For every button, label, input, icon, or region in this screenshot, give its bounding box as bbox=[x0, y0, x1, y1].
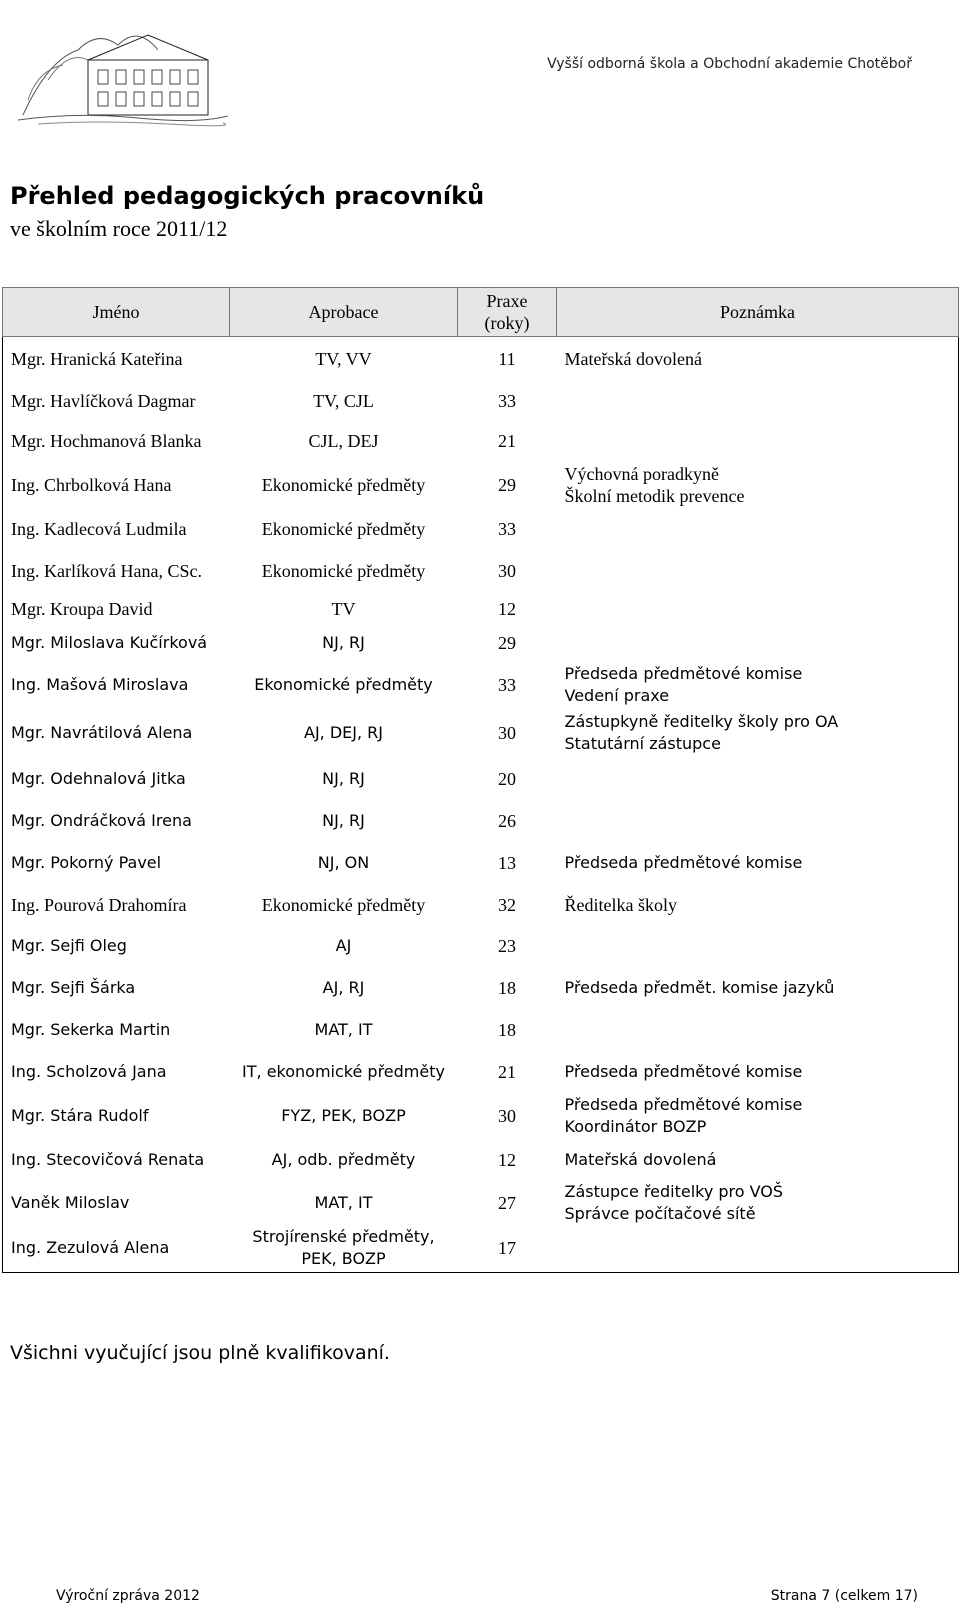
cell-praxe: 30 bbox=[498, 560, 516, 581]
school-name: Vyšší odborná škola a Obchodní akademie Chotěboř bbox=[547, 56, 912, 72]
page-subtitle: ve školním roce 2011/12 bbox=[10, 216, 228, 241]
cell-note bbox=[557, 709, 959, 757]
table-row bbox=[3, 1093, 959, 1139]
cell-praxe: 30 bbox=[498, 722, 516, 743]
cell-aprobace: AJ, DEJ, RJ bbox=[304, 722, 383, 742]
table-row bbox=[3, 1225, 959, 1273]
cell-note bbox=[557, 421, 959, 461]
cell-aprobace: Ekonomické předměty bbox=[254, 674, 433, 694]
cell-aprobace: TV bbox=[331, 598, 356, 619]
cell-aprobace: NJ, ON bbox=[317, 852, 370, 872]
cell-aprobace: AJ, odb. předměty bbox=[271, 1149, 416, 1169]
cell-name: Mgr. Sejfi Šárka bbox=[3, 967, 230, 1009]
cell-praxe: 18 bbox=[498, 1019, 516, 1040]
cell-praxe: 33 bbox=[498, 518, 516, 539]
cell-note bbox=[557, 661, 959, 709]
table-row bbox=[3, 1009, 959, 1051]
cell-aprobace: MAT, IT bbox=[314, 1192, 373, 1212]
cell-praxe: 29 bbox=[498, 632, 516, 653]
table-row bbox=[3, 967, 959, 1009]
table-row bbox=[3, 925, 959, 967]
note-line: Mateřská dovolená bbox=[564, 348, 702, 369]
col-header-praxe bbox=[458, 288, 557, 337]
table-row bbox=[3, 1051, 959, 1093]
table-row bbox=[3, 461, 959, 509]
cell-name: Ing. Pourová Drahomíra bbox=[3, 885, 230, 925]
table-header-row bbox=[3, 288, 959, 337]
cell-aprobace: CJL, DEJ bbox=[308, 430, 379, 451]
cell-name: Mgr. Miloslava Kučírková bbox=[3, 625, 230, 661]
cell-note bbox=[557, 1139, 959, 1181]
note-line: Zástupkyně ředitelky školy pro OA bbox=[564, 711, 839, 731]
note-line: Předseda předmětové komise bbox=[564, 1094, 803, 1114]
cell-name: Mgr. Ondráčková Irena bbox=[3, 801, 230, 841]
col-header-praxe-line2: (roky) bbox=[484, 313, 530, 333]
cell-aprobace: Ekonomické předměty bbox=[261, 518, 426, 539]
cell-praxe: 12 bbox=[498, 1149, 516, 1170]
cell-praxe: 21 bbox=[498, 1061, 516, 1082]
note-line: Statutární zástupce bbox=[564, 733, 721, 753]
table-row bbox=[3, 801, 959, 841]
col-header-aprobace: Aprobace bbox=[230, 288, 458, 337]
cell-name: Mgr. Navrátilová Alena bbox=[3, 709, 230, 757]
table-row bbox=[3, 509, 959, 549]
cell-praxe: 26 bbox=[498, 810, 516, 831]
cell-aprobace: IT, ekonomické předměty bbox=[242, 1061, 445, 1081]
cell-name: Mgr. Havlíčková Dagmar bbox=[3, 381, 230, 421]
cell-praxe: 20 bbox=[498, 768, 516, 789]
cell-note bbox=[557, 1093, 959, 1139]
table-row bbox=[3, 757, 959, 801]
cell-name: Ing. Kadlecová Ludmila bbox=[3, 509, 230, 549]
cell-name: Mgr. Kroupa David bbox=[3, 593, 230, 625]
cell-aprobace: MAT, IT bbox=[314, 1019, 373, 1039]
table-row bbox=[3, 549, 959, 593]
col-header-praxe-line1: Praxe bbox=[486, 291, 528, 311]
cell-aprobace: Strojírenské předměty, PEK, BOZP bbox=[230, 1225, 458, 1273]
cell-name: Mgr. Sejfi Oleg bbox=[3, 925, 230, 967]
table-row bbox=[3, 661, 959, 709]
cell-praxe: 11 bbox=[498, 348, 516, 369]
cell-aprobace: NJ, RJ bbox=[322, 632, 365, 652]
cell-note bbox=[557, 1051, 959, 1093]
table-row bbox=[3, 337, 959, 381]
staff-table bbox=[2, 287, 959, 1273]
cell-name: Vaněk Miloslav bbox=[3, 1181, 230, 1225]
table-row bbox=[3, 625, 959, 661]
note-line: Předseda předmětové komise bbox=[564, 663, 803, 683]
note-line: Předseda předmětové komise bbox=[564, 852, 803, 872]
cell-name: Mgr. Sekerka Martin bbox=[3, 1009, 230, 1051]
cell-note bbox=[557, 757, 959, 801]
cell-name: Ing. Mašová Miroslava bbox=[3, 661, 230, 709]
cell-praxe: 21 bbox=[498, 430, 516, 451]
cell-name: Ing. Scholzová Jana bbox=[3, 1051, 230, 1093]
cell-note bbox=[557, 509, 959, 549]
table-row bbox=[3, 1139, 959, 1181]
cell-note bbox=[557, 841, 959, 885]
table-row bbox=[3, 593, 959, 625]
cell-praxe: 12 bbox=[498, 598, 516, 619]
col-header-note: Poznámka bbox=[557, 288, 959, 337]
cell-note bbox=[557, 885, 959, 925]
school-building-logo bbox=[18, 20, 228, 130]
qualification-note: Všichni vyučující jsou plně kvalifikovaní. bbox=[10, 1342, 390, 1364]
cell-aprobace: Ekonomické předměty bbox=[261, 560, 426, 581]
cell-note bbox=[557, 625, 959, 661]
cell-note bbox=[557, 381, 959, 421]
note-line: Zástupce ředitelky pro VOŠ bbox=[564, 1181, 784, 1201]
note-line: Výchovná poradkyně bbox=[564, 463, 719, 484]
footer-page-number: Strana 7 (celkem 17) bbox=[770, 1588, 918, 1604]
cell-praxe: 32 bbox=[498, 894, 516, 915]
cell-praxe: 13 bbox=[498, 852, 516, 873]
cell-praxe: 23 bbox=[498, 935, 516, 956]
cell-name: Ing. Chrbolková Hana bbox=[3, 461, 230, 509]
note-line: Ředitelka školy bbox=[564, 894, 677, 915]
cell-aprobace: AJ bbox=[335, 935, 352, 955]
cell-name: Mgr. Pokorný Pavel bbox=[3, 841, 230, 885]
table-row bbox=[3, 841, 959, 885]
cell-praxe: 30 bbox=[498, 1105, 516, 1126]
cell-praxe: 17 bbox=[458, 1225, 557, 1273]
cell-aprobace: FYZ, PEK, BOZP bbox=[281, 1105, 406, 1125]
cell-aprobace: NJ, RJ bbox=[322, 810, 365, 830]
cell-aprobace: Ekonomické předměty bbox=[261, 474, 426, 495]
table-row bbox=[3, 421, 959, 461]
cell-name: Mgr. Odehnalová Jitka bbox=[3, 757, 230, 801]
cell-name: Mgr. Hochmanová Blanka bbox=[3, 421, 230, 461]
cell-note bbox=[557, 1009, 959, 1051]
cell-note bbox=[557, 461, 959, 509]
cell-name: Mgr. Hranická Kateřina bbox=[3, 337, 230, 381]
cell-praxe: 33 bbox=[498, 674, 516, 695]
cell-name: Ing. Karlíková Hana, CSc. bbox=[3, 549, 230, 593]
cell-praxe: 29 bbox=[498, 474, 516, 495]
note-line: Předseda předmět. komise jazyků bbox=[564, 977, 835, 997]
cell-note bbox=[557, 925, 959, 967]
cell-praxe: 33 bbox=[498, 390, 516, 411]
table-row bbox=[3, 709, 959, 757]
table-row bbox=[3, 1181, 959, 1225]
note-line: Správce počítačové sítě bbox=[564, 1203, 756, 1223]
cell-aprobace: Ekonomické předměty bbox=[261, 894, 426, 915]
table-row bbox=[3, 381, 959, 421]
note-line: Předseda předmětové komise bbox=[564, 1061, 803, 1081]
cell-note bbox=[557, 967, 959, 1009]
cell-note bbox=[557, 801, 959, 841]
note-line: Školní metodik prevence bbox=[564, 485, 745, 506]
cell-name: Mgr. Stára Rudolf bbox=[3, 1093, 230, 1139]
page-title: Přehled pedagogických pracovníků bbox=[10, 182, 485, 210]
note-line: Mateřská dovolená bbox=[564, 1149, 717, 1169]
cell-note bbox=[557, 549, 959, 593]
cell-note bbox=[557, 1181, 959, 1225]
cell-praxe: 18 bbox=[498, 977, 516, 998]
table-row bbox=[3, 885, 959, 925]
note-line: Koordinátor BOZP bbox=[564, 1116, 707, 1136]
cell-aprobace: NJ, RJ bbox=[322, 768, 365, 788]
cell-aprobace: TV, CJL bbox=[313, 390, 374, 411]
cell-note bbox=[557, 1225, 959, 1273]
cell-aprobace: TV, VV bbox=[315, 348, 372, 369]
cell-note bbox=[557, 593, 959, 625]
cell-name: Ing. Stecovičová Renata bbox=[3, 1139, 230, 1181]
cell-note bbox=[557, 337, 959, 381]
footer-report-title: Výroční zpráva 2012 bbox=[56, 1588, 200, 1604]
cell-name: Ing. Zezulová Alena bbox=[3, 1225, 230, 1273]
col-header-name: Jméno bbox=[3, 288, 230, 337]
cell-praxe: 27 bbox=[498, 1192, 516, 1213]
cell-aprobace: AJ, RJ bbox=[322, 977, 365, 997]
note-line: Vedení praxe bbox=[564, 685, 670, 705]
